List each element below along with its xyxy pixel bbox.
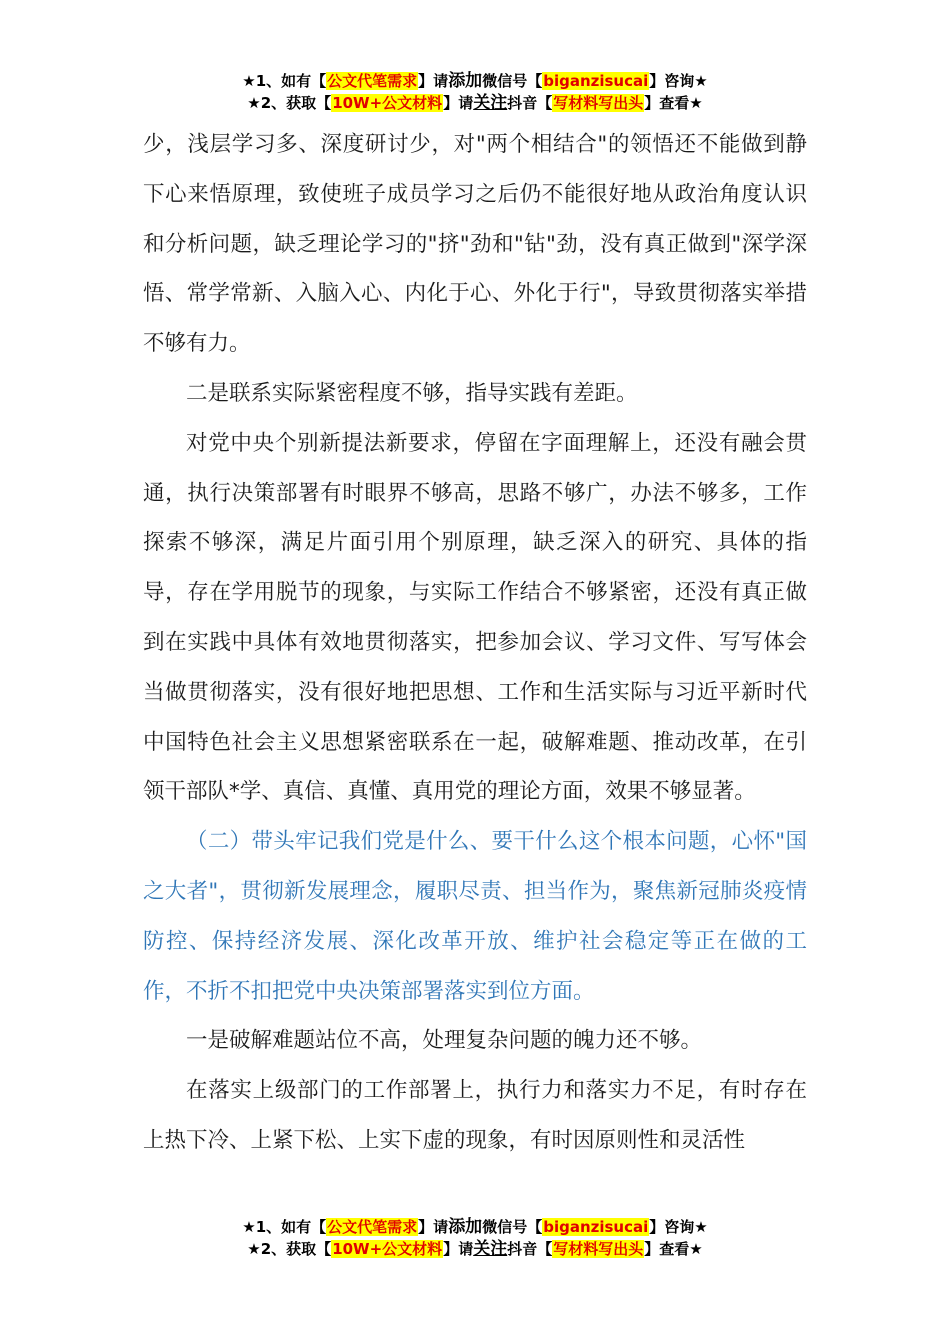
banner-highlight: 公文代笔需求 [327,1218,418,1236]
paragraph: 少，浅层学习多、深度研讨少，对"两个相结合"的领悟还不能做到静下心来悟原理，致使班子成员学习之后仍不能很好地从政治角度认识和分析问题，缺乏理论学习的"挤"劲和"钻"劲，没有真正做到"深学深悟、常学常新、入脑入心、内化于心、外化于行"，导致贯彻落实举措不够有力。 [143,132,807,357]
banner-text: ★2、获取【 [247,94,332,112]
paragraph: 在落实上级部门的工作部署上，执行力和落实力不足，有时存在上热下冷、上紧下松、上实下虚的现象，有时因原则性和灵活性 [143,1078,807,1153]
banner-text: 】请 [418,72,449,90]
banner-text: 微信号【 [482,72,543,90]
banner-line-2 [0,1238,950,1260]
banner-text: 抖音【 [507,94,553,112]
footer-banner [0,1216,950,1260]
document-body [143,120,807,1166]
banner-text: 】请 [418,1218,449,1236]
paragraph: 二是联系实际紧密程度不够，指导实践有差距。 [186,380,638,406]
banner-line-1 [0,1216,950,1238]
banner-highlight: 10W+公文材料 [332,1240,443,1258]
banner-text: ★1、如有【 [242,1218,327,1236]
banner-highlight: 写材料写出头 [553,94,644,112]
banner-text: 】查看★ [644,1240,703,1258]
banner-text: ★1、如有【 [242,72,327,90]
banner-highlight: 写材料写出头 [553,1240,644,1258]
banner-text: 】请 [443,94,474,112]
banner-text: 】查看★ [644,94,703,112]
banner-highlight: biganzisucai [543,72,649,90]
banner-emphasis: 关注 [473,93,508,113]
banner-text: 】咨询★ [649,72,708,90]
banner-highlight: biganzisucai [543,1218,649,1236]
banner-highlight: 公文代笔需求 [327,72,418,90]
banner-text: 抖音【 [507,1240,553,1258]
paragraph: 一是破解难题站位不高，处理复杂问题的魄力还不够。 [186,1028,703,1054]
banner-text: 】请 [443,1240,474,1258]
paragraph: 对党中央个别新提法新要求，停留在字面理解上，还没有融会贯通，执行决策部署有时眼界不够高，思路不够广，办法不够多，工作探索不够深，满足片面引用个别原理，缺乏深入的研究、具体的指导，存在学用脱节的现象，与实际工作结合不够紧密，还没有真正做到在实践中具体有效地贯彻落实，把参加会议、学习文件、写写体会当做贯彻落实，没有很好地把思想、工作和生活实际与习近平新时代中国特色社会主义思想紧密联系在一起，破解难题、推动改革，在引领干部队*学、真信、真懂、真用党的理论方面，效果不够显著。 [143,430,807,805]
banner-line-1 [0,70,950,92]
banner-emphasis: 添加 [448,71,483,91]
section-heading: （二）带头牢记我们党是什么、要干什么这个根本问题，心怀"国之大者"，贯彻新发展理念，履职尽责、担当作为，聚焦新冠肺炎疫情防控、保持经济发展、深化改革开放、维护社会稳定等正在做的工作，不折不扣把党中央决策部署落实到位方面。 [143,829,807,1004]
banner-text: ★2、获取【 [247,1240,332,1258]
header-banner [0,70,950,114]
banner-line-2 [0,92,950,114]
banner-emphasis: 关注 [473,1239,508,1259]
banner-highlight: 10W+公文材料 [332,94,443,112]
banner-text: 】咨询★ [649,1218,708,1236]
banner-emphasis: 添加 [448,1217,483,1237]
banner-text: 微信号【 [482,1218,543,1236]
